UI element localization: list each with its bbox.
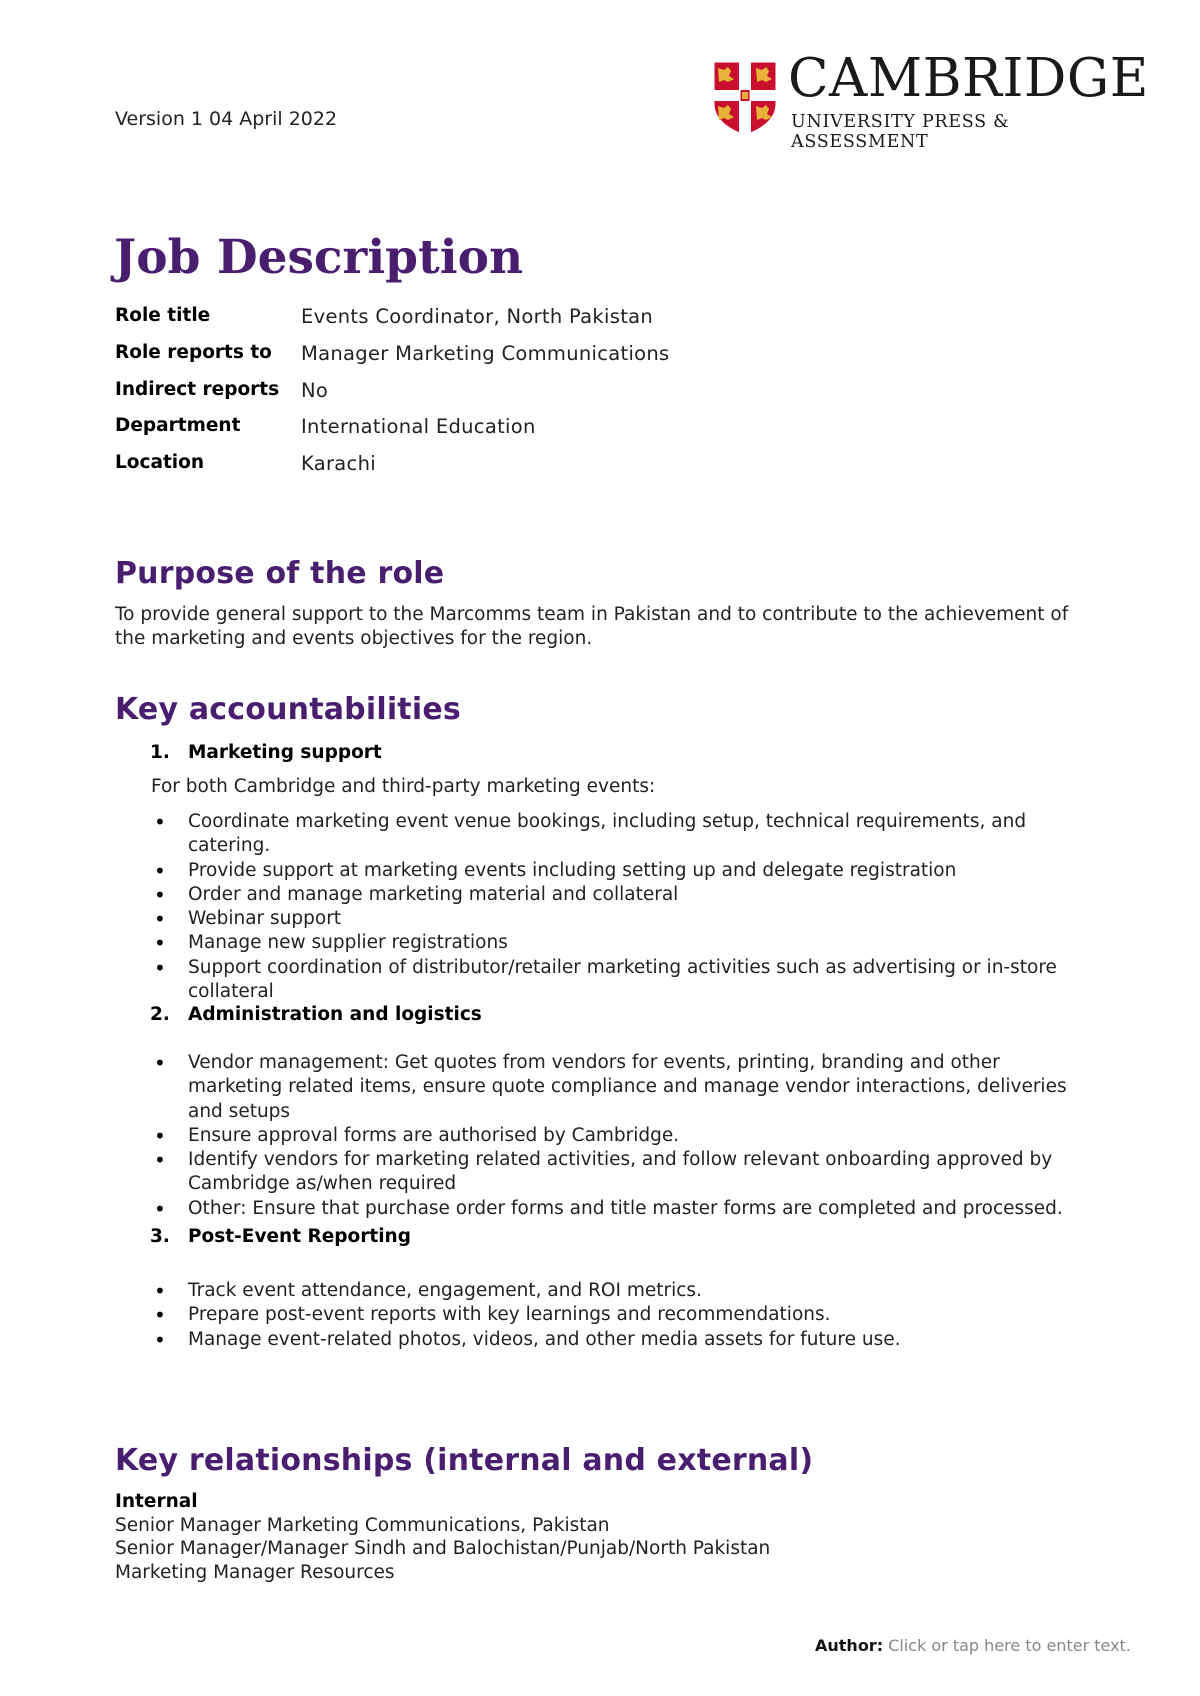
relationships-internal bbox=[115, 1490, 770, 1584]
list-item: • Track event attendance, engagement, and ROI metrics. bbox=[150, 1279, 1090, 1303]
role-value: Events Coordinator, North Pakistan bbox=[301, 305, 654, 328]
role-value: No bbox=[301, 379, 329, 402]
relationship-item: Senior Manager/Manager Sindh and Balochistan/Punjab/North Pakistan bbox=[115, 1538, 771, 1559]
section-title: Administration and logistics bbox=[188, 1004, 482, 1025]
purpose-text: To provide general support to the Marcomms team in Pakistan and to contribute to the achievement of the marketing and events objectives for the region. bbox=[115, 604, 1069, 649]
section-intro: For both Cambridge and third-party marketing events: bbox=[151, 776, 656, 797]
cambridge-logo bbox=[712, 48, 1152, 152]
section-number: 1. bbox=[150, 742, 170, 763]
list-item: • Order and manage marketing material and collateral bbox=[150, 883, 1090, 907]
list-item: • Prepare post-event reports with key learnings and recommendations. bbox=[150, 1303, 1090, 1327]
role-label: Role reports to bbox=[115, 342, 272, 363]
role-label: Location bbox=[115, 452, 205, 473]
bullet-list bbox=[150, 810, 1090, 1004]
logo-subtitle: UNIVERSITY PRESS & ASSESSMENT bbox=[791, 112, 1010, 152]
author-field[interactable] bbox=[815, 1636, 1131, 1655]
section-title: Marketing support bbox=[188, 742, 382, 763]
section-title: Post-Event Reporting bbox=[188, 1226, 411, 1247]
accountability-title bbox=[150, 742, 382, 763]
author-placeholder[interactable]: Click or tap here to enter text. bbox=[888, 1636, 1131, 1655]
logo-wordmark: CAMBRIDGE bbox=[788, 48, 1149, 109]
purpose-heading: Purpose of the role bbox=[115, 556, 445, 591]
list-item: • Other: Ensure that purchase order forms and title master forms are completed and processed. bbox=[150, 1197, 1090, 1221]
version-label: Version 1 04 April 2022 bbox=[115, 108, 338, 130]
internal-label: Internal bbox=[115, 1491, 198, 1512]
bullet-list bbox=[150, 1279, 1090, 1352]
role-label: Department bbox=[115, 415, 241, 436]
section-number: 3. bbox=[150, 1226, 170, 1247]
list-item: • Webinar support bbox=[150, 907, 1090, 931]
relationship-item: Senior Manager Marketing Communications, Pakistan bbox=[115, 1514, 610, 1536]
list-item: • Manage event-related photos, videos, and other media assets for future use. bbox=[150, 1328, 1090, 1352]
list-item: • Manage new supplier registrations bbox=[150, 931, 1090, 955]
section-number: 2. bbox=[150, 1004, 170, 1025]
author-label: Author: bbox=[815, 1636, 884, 1655]
list-item: • Provide support at marketing events including setting up and delegate registration bbox=[150, 859, 1090, 883]
role-row bbox=[115, 452, 815, 482]
role-row bbox=[115, 379, 815, 409]
relationship-item: Marketing Manager Resources bbox=[115, 1561, 395, 1583]
relationships-heading: Key relationships (internal and external) bbox=[115, 1443, 814, 1478]
list-item: • Support coordination of distributor/retailer marketing activities such as advertising or in-store collateral bbox=[150, 956, 1090, 1005]
accountability-title bbox=[150, 1004, 482, 1025]
role-label: Indirect reports bbox=[115, 379, 280, 400]
role-row bbox=[115, 342, 815, 372]
role-value: Manager Marketing Communications bbox=[301, 342, 670, 365]
accountability-title bbox=[150, 1226, 411, 1247]
bullet-list bbox=[150, 1051, 1090, 1221]
role-label: Role title bbox=[115, 305, 211, 326]
accountabilities-heading: Key accountabilities bbox=[115, 692, 461, 727]
role-row bbox=[115, 415, 815, 445]
list-item: • Vendor management: Get quotes from vendors for events, printing, branding and other marketing related items, ensure quote compliance and manage vendor interactions, deliveries and setups bbox=[150, 1051, 1090, 1124]
role-value: Karachi bbox=[301, 452, 376, 475]
list-item: • Coordinate marketing event venue bookings, including setup, technical requirements, and catering. bbox=[150, 810, 1090, 859]
list-item: • Ensure approval forms are authorised by Cambridge. bbox=[150, 1124, 1090, 1148]
role-value: International Education bbox=[301, 415, 536, 438]
cambridge-shield-icon bbox=[712, 60, 778, 136]
list-item: • Identify vendors for marketing related activities, and follow relevant onboarding approved by Cambridge as/when required bbox=[150, 1148, 1090, 1197]
page-title: Job Description bbox=[114, 230, 524, 285]
role-row bbox=[115, 305, 815, 335]
